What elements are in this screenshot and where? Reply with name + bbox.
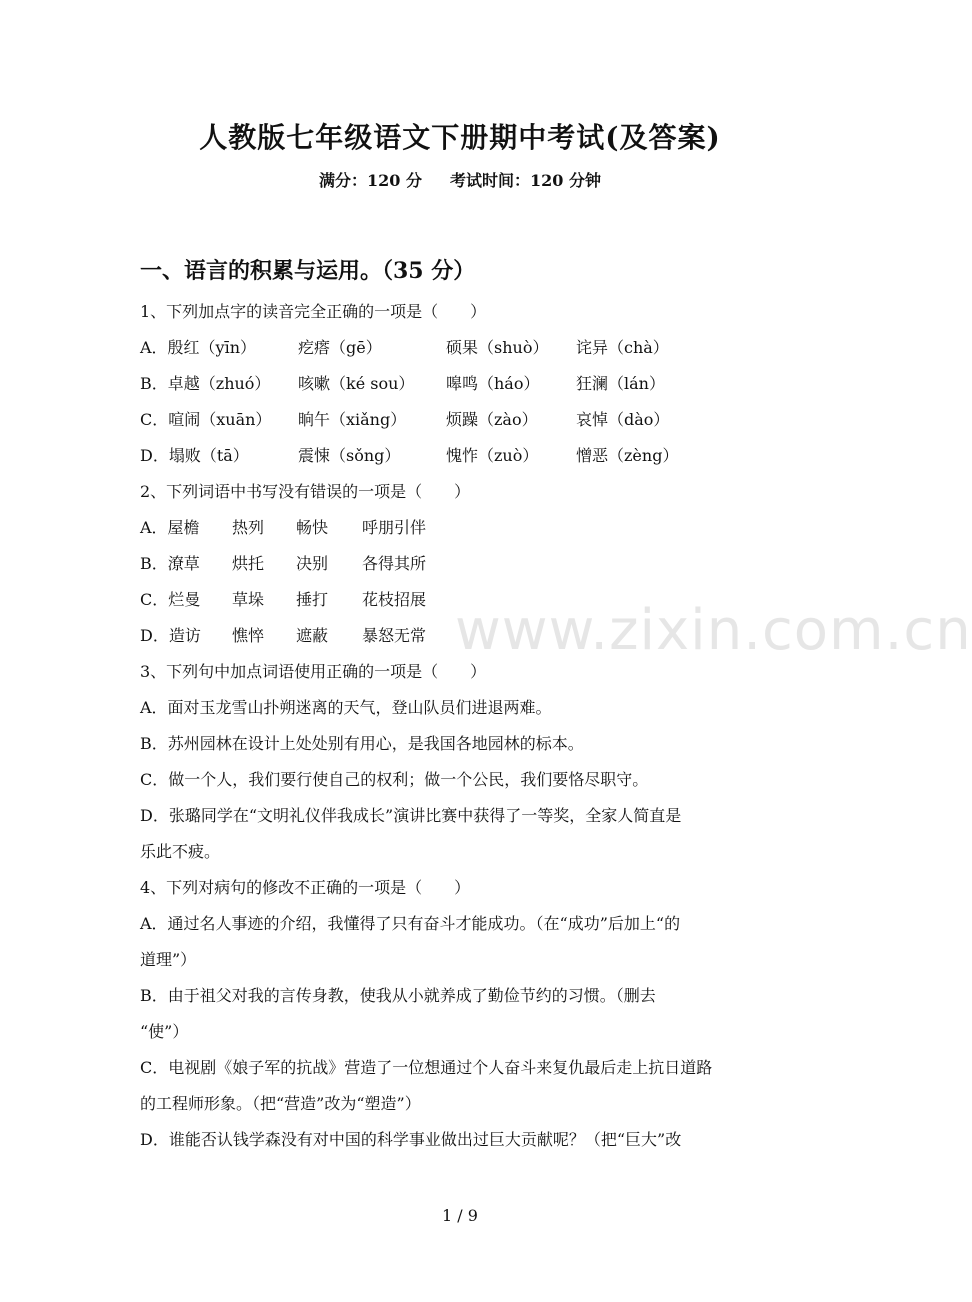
q4-option-d: D．谁能否认钱学森没有对中国的科学事业做出过巨大贡献呢？（把“巨大”改 [140,1130,682,1149]
option-cell: A．殷红（yīn） [140,338,257,357]
q2-option-a [140,518,790,538]
option-cell: 草垛 [232,590,265,609]
question-1-stem: 1、下列加点字的读音完全正确的一项是（ ） [140,302,487,321]
option-cell: 嗥鸣（háo） [446,374,540,393]
question-4-stem: 4、下列对病句的修改不正确的一项是（ ） [140,878,471,897]
q2-option-b [140,554,790,574]
option-cell: 遮蔽 [296,626,329,645]
option-cell: B．潦草 [140,554,200,573]
option-cell: C．喧闹（xuān） [140,410,272,429]
exam-info [0,168,920,191]
option-cell: 各得其所 [362,554,427,573]
option-cell: 狂澜（lán） [576,374,665,393]
exam-time: 考试时间：120 分钟 [450,171,601,190]
question-3-stem: 3、下列句中加点词语使用正确的一项是（ ） [140,662,487,681]
option-cell: 决别 [296,554,329,573]
option-cell: 疙瘩（gē） [298,338,382,357]
option-cell: 晌午（xiǎng） [298,410,407,429]
q1-option-c [140,410,790,430]
page-title: 人教版七年级语文下册期中考试(及答案) [199,121,721,154]
option-cell: 憔悴 [232,626,265,645]
q4-option-c: C．电视剧《娘子军的抗战》营造了一位想通过个人奋斗来复仇最后走上抗日道路 [140,1058,713,1077]
option-cell: 烦躁（zào） [446,410,538,429]
q3-option-a: A．面对玉龙雪山扑朔迷离的天气，登山队员们进退两难。 [140,698,552,717]
page-number: 1 / 9 [442,1206,478,1225]
option-cell: 咳嗽（ké sou） [298,374,415,393]
option-cell: 哀悼（dào） [576,410,670,429]
q3-option-d-cont: 乐此不疲。 [140,842,221,861]
option-cell: A．屋檐 [140,518,200,537]
option-cell: 硕果（shuò） [446,338,549,357]
option-cell: 诧异（chà） [576,338,669,357]
option-cell: 捶打 [296,590,329,609]
option-cell: 憎恶（zèng） [576,446,679,465]
option-cell: C．烂曼 [140,590,201,609]
q4-option-a: A．通过名人事迹的介绍，我懂得了只有奋斗才能成功。（在“成功”后加上“的 [140,914,681,933]
q4-option-b-cont: “使”） [140,1022,189,1041]
option-cell: 烘托 [232,554,265,573]
option-cell: 愧怍（zuò） [446,446,539,465]
option-cell: 呼朋引伴 [362,518,427,537]
option-cell: D．造访 [140,626,201,645]
q2-option-d [140,626,790,646]
full-score: 满分：120 分 [319,171,422,190]
q3-option-b: B．苏州园林在设计上处处别有用心，是我国各地园林的标本。 [140,734,584,753]
q2-option-c [140,590,790,610]
q3-option-c: C．做一个人，我们要行使自己的权利；做一个公民，我们要恪尽职守。 [140,770,649,789]
section-heading: 一、语言的积累与运用。（35 分） [140,258,476,284]
option-cell: 热列 [232,518,265,537]
q1-option-b [140,374,790,394]
q1-option-a [140,338,790,358]
option-cell: 暴怒无常 [362,626,427,645]
q4-option-a-cont: 道理”） [140,950,197,969]
question-2-stem: 2、下列词语中书写没有错误的一项是（ ） [140,482,471,501]
watermark: www.zixin.com.cn [455,598,972,663]
q4-option-c-cont: 的工程师形象。（把“营造”改为“塑造”） [140,1094,421,1113]
option-cell: 花枝招展 [362,590,427,609]
option-cell: 震悚（sǒng） [298,446,401,465]
q3-option-d: D．张璐同学在“文明礼仪伴我成长”演讲比赛中获得了一等奖，全家人简直是 [140,806,682,825]
option-cell: 畅快 [296,518,329,537]
option-cell: D．塌败（tā） [140,446,249,465]
q4-option-b: B．由于祖父对我的言传身教，使我从小就养成了勤俭节约的习惯。（删去 [140,986,656,1005]
q1-option-d [140,446,790,466]
option-cell: B．卓越（zhuó） [140,374,271,393]
